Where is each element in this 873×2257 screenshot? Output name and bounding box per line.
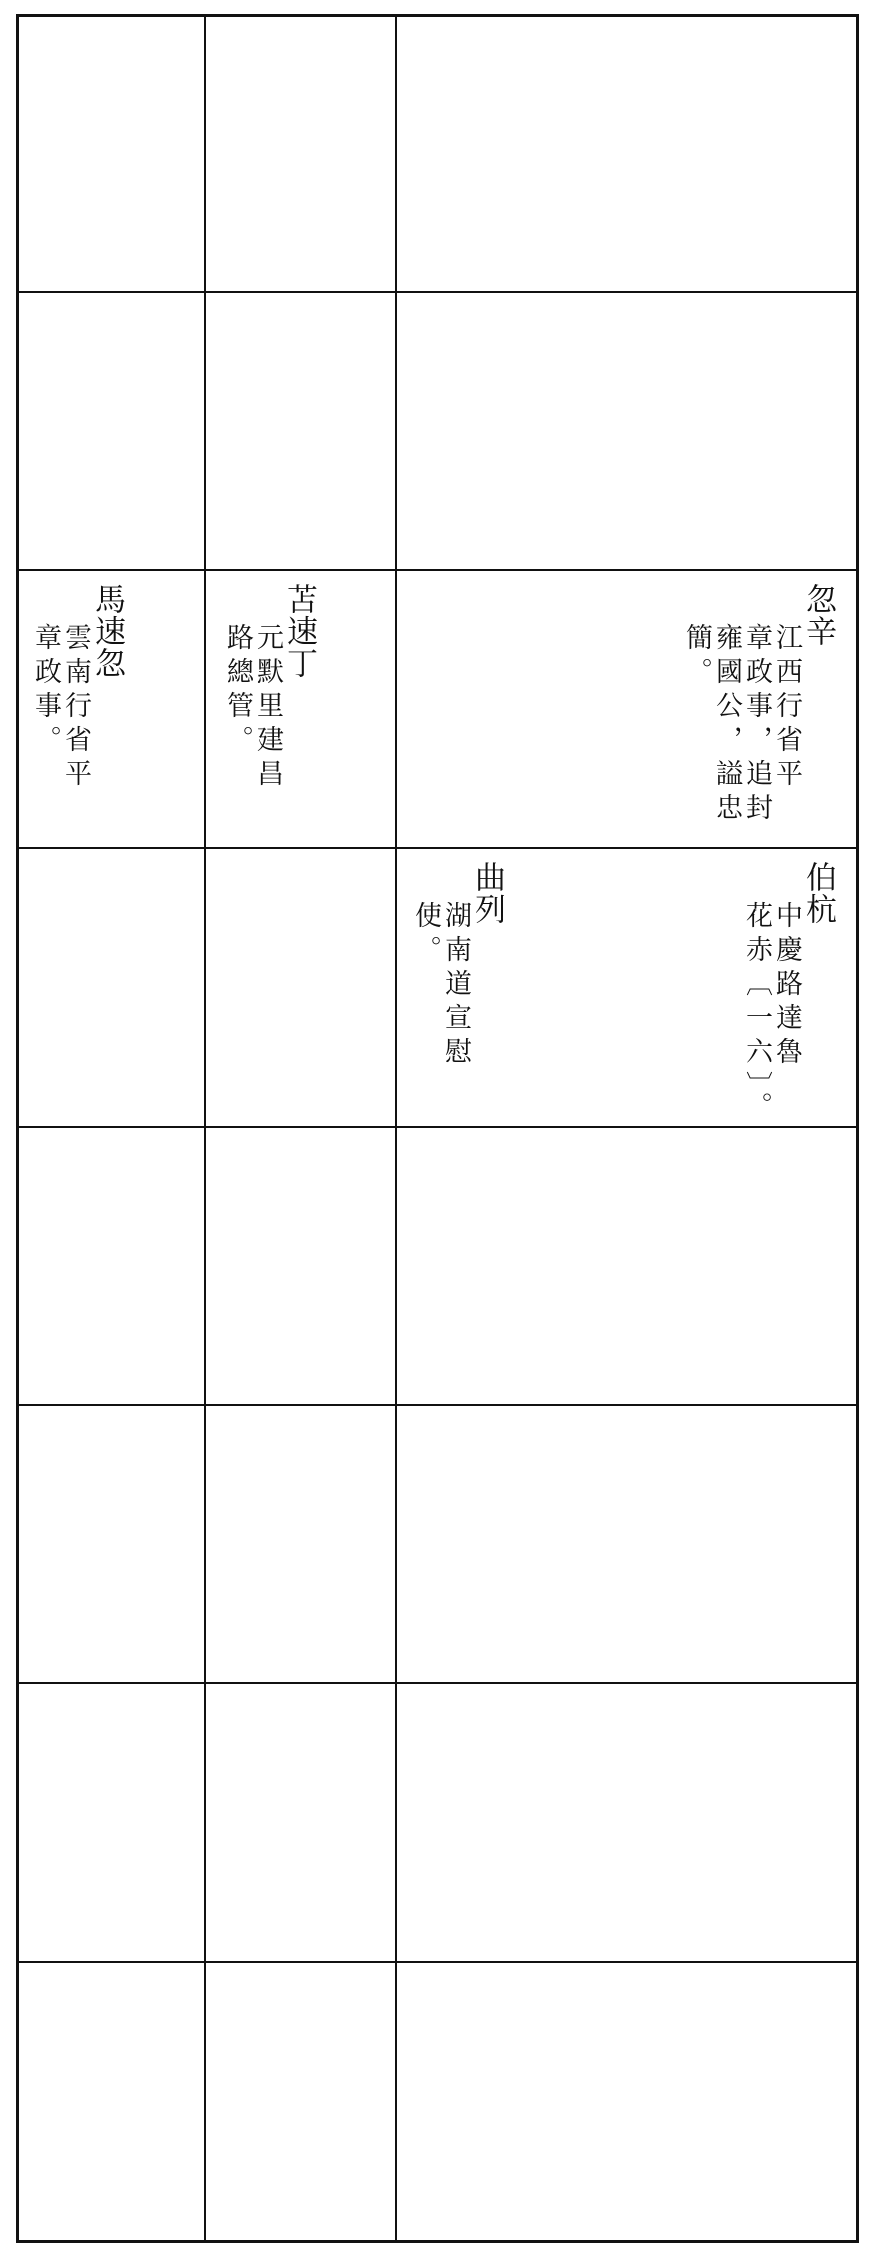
entry-line: 路總管。: [222, 623, 253, 759]
column-divider-1: [204, 14, 206, 2243]
column-divider-2: [395, 14, 397, 2243]
entry-line: 簡。: [681, 623, 712, 691]
entry-ma-su-hu: [30, 583, 124, 793]
entry-qu-lie: [410, 861, 504, 1071]
entry-line: 中慶路達魯: [771, 901, 802, 1071]
row-divider-3: [16, 847, 859, 849]
entry-name: 曲列: [469, 861, 505, 925]
entry-shan-su-ding: [222, 583, 316, 793]
entry-name: 馬速忽: [89, 583, 125, 679]
row-divider-5: [16, 1404, 859, 1406]
row-divider-7: [16, 1961, 859, 1963]
entry-line: 元默里建昌: [252, 623, 283, 793]
entry-line: 章政事。: [30, 623, 61, 759]
row-divider-4: [16, 1126, 859, 1128]
entry-name: 忽辛: [800, 583, 836, 647]
entry-bo-hang: [741, 861, 835, 1126]
table-frame: [16, 14, 859, 2243]
entry-line: 使。: [410, 901, 441, 969]
entry-line: 雍國公，謚忠: [711, 623, 742, 827]
entry-line: 章政事，追封: [741, 623, 772, 827]
row-divider-2: [16, 569, 859, 571]
entry-line: 湖南道宣慰: [440, 901, 471, 1071]
entry-name: 苫速丁: [281, 583, 317, 679]
entry-line: 雲南行省平: [60, 623, 91, 793]
entry-hu-xin: [681, 583, 835, 827]
entry-line: 花赤〔一六〕。: [741, 901, 772, 1126]
row-divider-6: [16, 1682, 859, 1684]
entry-line: 江西行省平: [771, 623, 802, 793]
entry-name: 伯杭: [800, 861, 836, 925]
row-divider-1: [16, 291, 859, 293]
